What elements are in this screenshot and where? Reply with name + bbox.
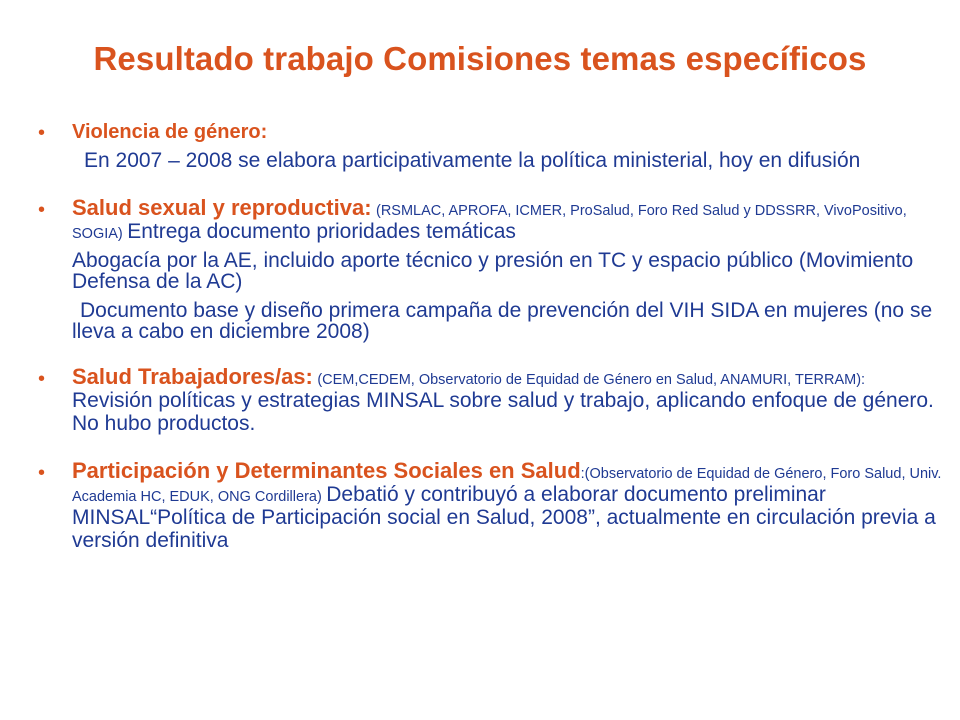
bullet-marker: • (38, 199, 46, 221)
bullet-marker: • (38, 462, 46, 484)
bullet-heading: Participación y Determinantes Sociales en Salud (72, 458, 581, 483)
slide-title: Resultado trabajo Comisiones temas específicos (93, 40, 867, 77)
bullet-paragraph: Documento base y diseño primera campaña de prevención del VIH SIDA en mujeres (no se lleva a cabo en diciembre 2008) (72, 299, 933, 343)
bullet-heading: Salud Trabajadores/as: (72, 364, 313, 389)
bullet-lead: Debatió y contribuyó a elaborar documento preliminar MINSAL“Política de Participación social en Salud, 2008”, actualmente en circulación previa a versión definitiva (72, 483, 936, 552)
bullet-item-salud-sexual (36, 197, 942, 342)
bullet-paragraph: En 2007 – 2008 se elabora participativamente la política ministerial, hoy en difusión (84, 149, 861, 172)
bullet-lead: Entrega documento prioridades temáticas (127, 220, 516, 243)
bullet-paragraph: Abogacía por la AE, incluido aporte técnico y presión en TC y espacio público (Movimiento Defensa de la AC) (72, 249, 914, 293)
bullet-item-salud-trabajadores (36, 366, 942, 436)
bullet-marker: • (38, 368, 46, 390)
bullet-headline (72, 366, 942, 436)
bullet-headline (72, 460, 942, 553)
bullet-item-violencia (36, 120, 942, 171)
bullet-headline (72, 197, 942, 244)
bullet-list (36, 120, 942, 553)
bullet-orgs: (CEM,CEDEM, Observatorio de Equidad de Género en Salud, ANAMURI, TERRAM): (317, 372, 866, 388)
bullet-orgs: (RSMLAC, APROFA, ICMER, ProSalud, Foro Red Salud y DDSSRR, VivoPositivo, SOGIA) (72, 203, 907, 242)
bullet-marker: • (38, 122, 46, 144)
bullet-heading: Salud sexual y reproductiva: (72, 195, 372, 220)
bullet-item-participacion (36, 460, 942, 553)
bullet-orgs: :(Observatorio de Equidad de Género, Foro Salud, Univ. Academia HC, EDUK, ONG Cordillera) (72, 466, 942, 505)
bullet-lead: Revisión políticas y estrategias MINSAL sobre salud y trabajo, aplicando enfoque de género. No hubo productos. (72, 389, 934, 435)
bullet-heading: Violencia de género: (72, 121, 268, 143)
